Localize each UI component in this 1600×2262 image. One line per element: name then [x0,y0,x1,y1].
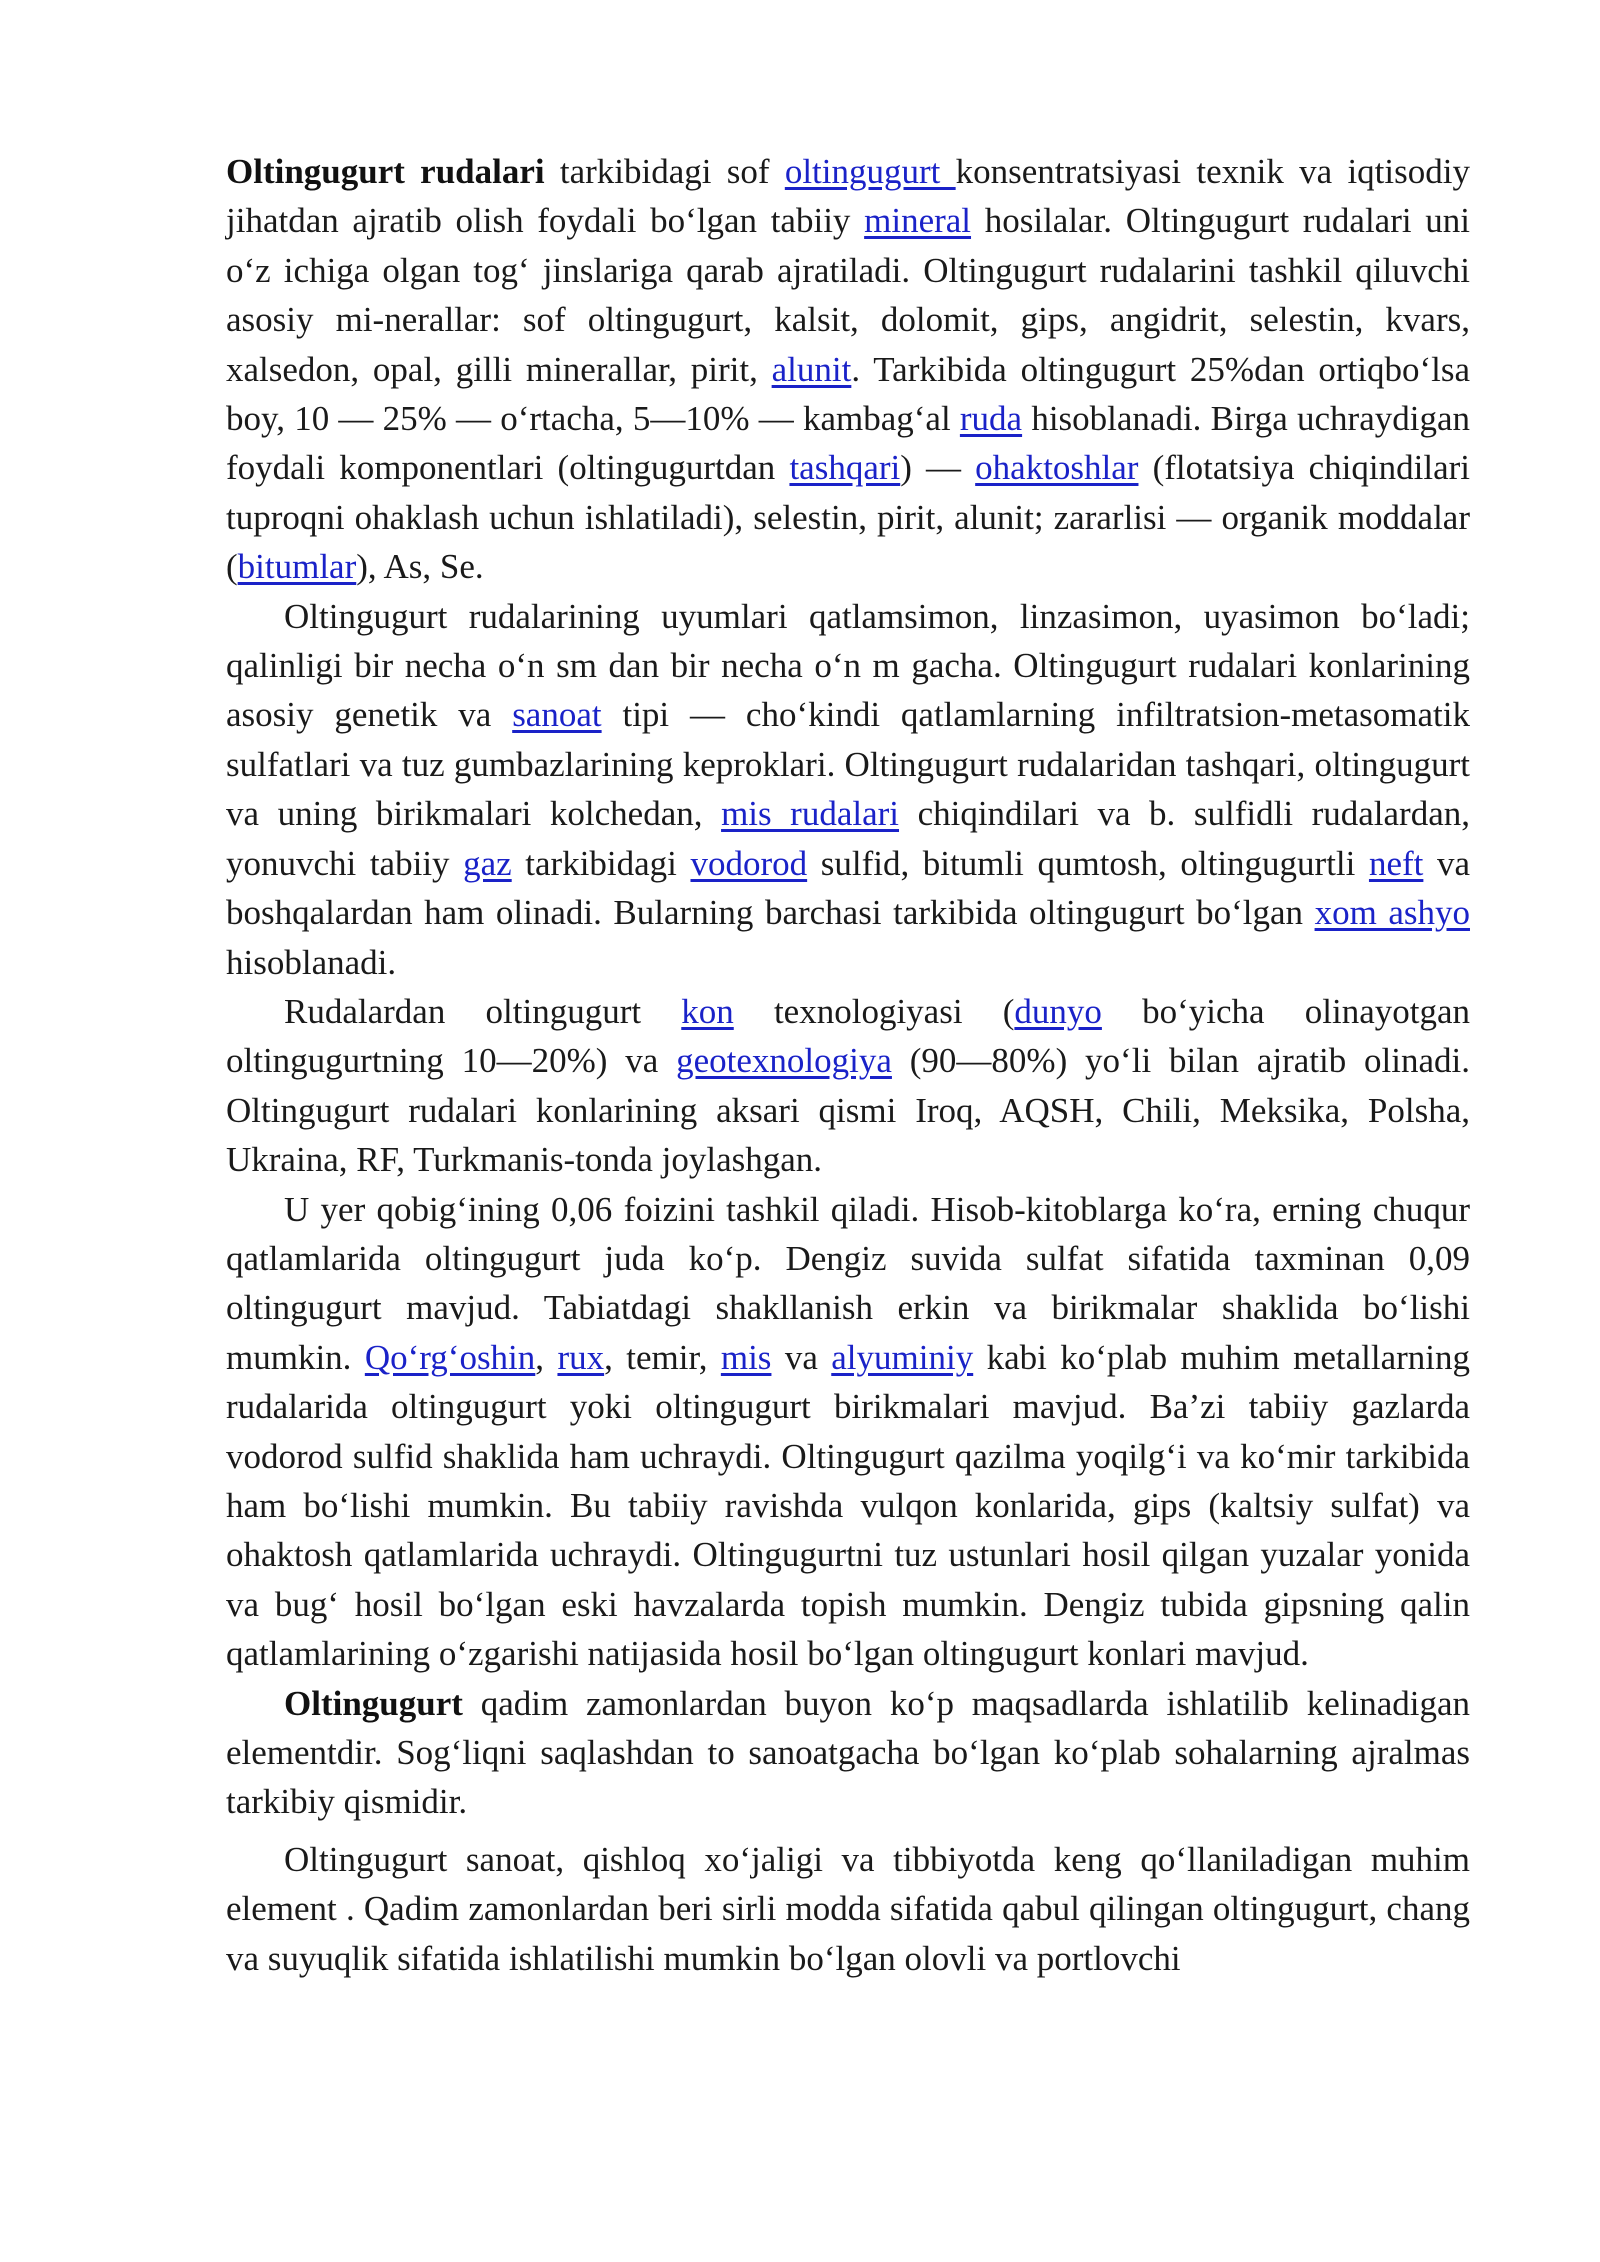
hyperlink[interactable]: kon [681,991,734,1031]
text-run: , temir, [604,1337,721,1377]
text-run: sulfid, bitumli qumtosh, oltingugurtli [807,843,1369,883]
text-run: tarkibidagi sof [544,152,785,191]
paragraph [226,592,1470,987]
paragraph [226,1679,1470,1827]
hyperlink[interactable]: mineral [864,201,972,241]
text-run: tarkibidagi [511,843,691,883]
document-body [226,147,1470,1983]
hyperlink[interactable]: bitumlar [237,547,357,587]
text-run: konsentratsiyasi texnik va iqtisodiy jihatdan ajratib olish foydali bo‘lgan tabiiy [226,152,1470,241]
text-run: . Tarkibida oltingugurt 25%dan ortiqbo‘lsa boy, 10 — 25% — o‘rtacha, 5—10% — kambag‘al [226,349,1470,439]
hyperlink[interactable]: alyuminiy [831,1337,974,1377]
paragraph [226,1835,1470,1983]
text-run: chiqindilari va b. sulfidli rudalardan, yonuvchi tabiiy [226,794,1470,883]
text-run: Oltingugurt rudalarining uyumlari qatlamsimon, linzasimon, uyasimon bo‘ladi; qalinligi bir necha o‘n sm dan bir necha o‘n m gacha. Oltingugurt rudalari konlarining asosiy genetik va [226,596,1470,735]
text-run: texnologiyasi ( [733,991,1015,1031]
text-run: Oltingugurt sanoat, qishloq xo‘jaligi va tibbiyotda keng qo‘llaniladigan muhim element . Qadim zamonlardan beri sirli modda sifatida qabul qilingan oltingugurt, chang va suyuqlik sifatida ishlatilishi mumkin bo‘lgan olovli va portlovchi [226,1839,1470,1978]
paragraph [226,147,1470,592]
text-run: ), As, Se. [356,547,484,587]
text-run: bo‘yicha olinayotgan oltingugurtning 10—20%) va [226,991,1470,1081]
hyperlink[interactable]: mis [720,1337,772,1377]
text-run: va boshqalardan ham olinadi. Bularning barchasi tarkibida oltingugurt bo‘lgan [226,843,1470,933]
text-run: va [771,1337,832,1377]
hyperlink[interactable]: neft [1368,843,1424,883]
hyperlink[interactable]: sanoat [512,695,602,735]
hyperlink[interactable]: rux [557,1337,605,1377]
text-run: Rudalardan oltingugurt [284,991,682,1031]
text-run: ) — [900,448,976,488]
hyperlink[interactable]: mis rudalari [721,794,900,834]
hyperlink[interactable]: Qo‘rg‘oshin [364,1337,536,1377]
hyperlink[interactable]: alunit [771,349,852,389]
hyperlink[interactable]: ruda [959,399,1023,439]
hyperlink[interactable]: vodorod [690,843,808,883]
hyperlink[interactable]: tashqari [789,448,901,488]
text-run: (flotatsiya chiqindilari tuproqni ohaklash uchun ishlatiladi), selestin, pirit, alunit; zararlisi — organik moddalar ( [226,448,1470,587]
text-run: kabi ko‘plab muhim metallarning rudalarida oltingugurt yoki oltingugurt birikmalari mavjud. Ba’zi tabiiy gazlarda vodorod sulfid shaklida ham uchraydi. Oltingugurt qazilma yoqilg‘i va ko‘mir tarkibida ham bo‘lishi mumkin. Bu tabiiy ravishda vulqon konlarida, gips (kaltsiy sulfat) va ohaktosh qatlamlarida uchraydi. Oltingugurtni tuz ustunlari hosil qilgan yuzalar yonida va bug‘ hosil bo‘lgan eski havzalarda topish mumkin. Dengiz tubida gipsning qalin qatlamlarining o‘zgarishi natijasida hosil bo‘lgan oltingugurt konlari mavjud. [226,1337,1470,1674]
text-run: hisoblanadi. [226,942,397,982]
bold-term: Oltingugurt [284,1683,463,1723]
hyperlink[interactable]: geotexnologiya [676,1041,892,1081]
hyperlink[interactable]: xom ashyo [1314,893,1470,933]
paragraph [226,987,1470,1185]
paragraph [226,1185,1470,1679]
hyperlink[interactable]: ohaktoshlar [975,448,1139,488]
hyperlink[interactable]: dunyo [1014,991,1102,1031]
hyperlink[interactable]: oltingugurt [784,152,956,191]
text-run: , [535,1337,558,1377]
hyperlink[interactable]: gaz [463,843,512,883]
text-run: U yer qobig‘ining 0,06 foizini tashkil qiladi. Hisob-kitoblarga ko‘ra, erning chuqur qatlamlarida oltingugurt juda ko‘p. Dengiz suvida sulfat sifatida taxminan 0,09 oltingugurt mavjud. Tabiatdagi shakllanish erkin va birikmalar shaklida bo‘lishi mumkin. [226,1189,1470,1377]
bold-term: Oltingugurt rudalari [226,152,545,191]
text-run: qadim zamonlardan buyon ko‘p maqsadlarda ishlatilib kelinadigan elementdir. Sog‘liqni saqlashdan to sanoatgacha bo‘lgan ko‘plab sohalarning ajralmas tarkibiy qismidir. [226,1683,1470,1822]
text-run: tipi — cho‘kindi qatlamlarning infiltratsion-metasomatik sulfatlari va tuz gumbazlarining keproklari. Oltingugurt rudalaridan tashqari, oltingugurt va uning birikmalari kolchedan, [226,695,1470,834]
text-run: hisoblanadi. Birga uchraydigan foydali komponentlari (oltingugurtdan [226,399,1470,488]
text-run: hosilalar. Oltingugurt rudalari uni o‘z ichiga olgan tog‘ jinslariga qarab ajratiladi. Oltingugurt rudalarini tashkil qiluvchi asosiy mi-nerallar: sof oltingugurt, kalsit, dolomit, gips, angidrit, selestin, kvars, xalsedon, opal, gilli minerallar, pirit, [226,201,1471,389]
text-run: (90—80%) yo‘li bilan ajratib olinadi. Oltingugurt rudalari konlarining aksari qismi Iroq, AQSH, Chili, Meksika, Polsha, Ukraina, RF, Turkmanis-tonda joylashgan. [226,1041,1471,1180]
